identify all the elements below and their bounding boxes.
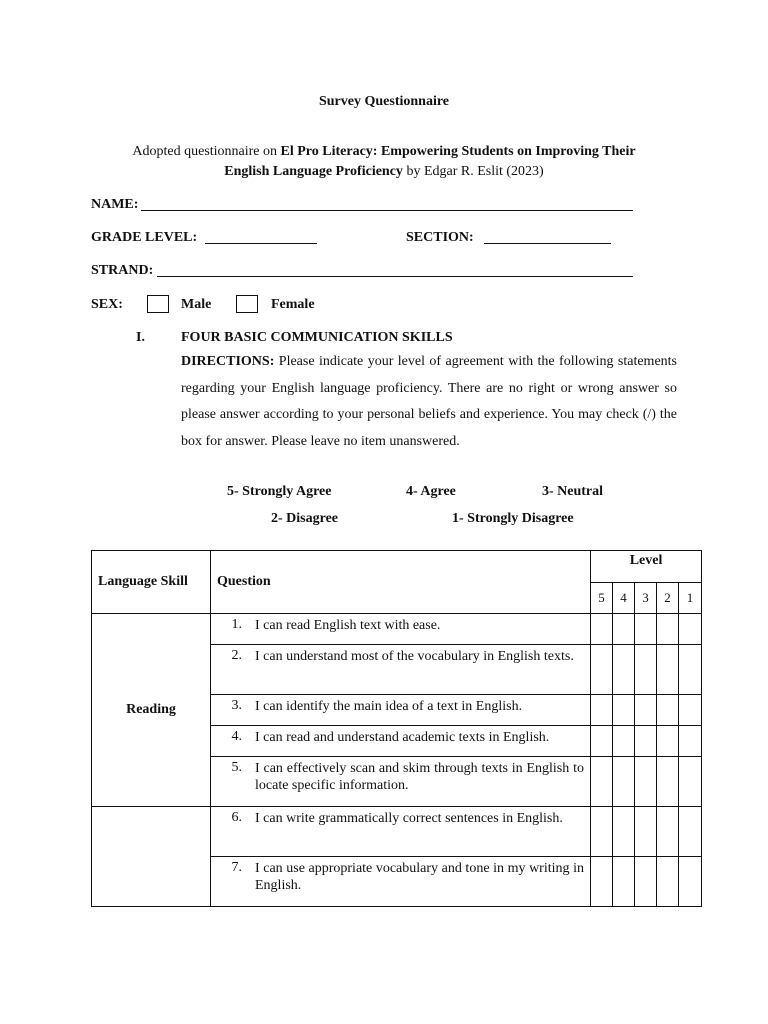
adopted-prefix: Adopted questionnaire on bbox=[132, 144, 281, 159]
work-title-line2: English Language Proficiency bbox=[224, 164, 403, 179]
level-4-header: 4 bbox=[613, 583, 635, 614]
scale-5: 5- Strongly Agree bbox=[227, 484, 332, 499]
section-title: FOUR BASIC COMMUNICATION SKILLS bbox=[181, 330, 453, 345]
question-number: 1. bbox=[231, 617, 242, 632]
question-text: I can use appropriate vocabulary and tone in my writing in English. bbox=[255, 861, 584, 893]
question-text: I can read and understand academic texts in English. bbox=[255, 730, 550, 745]
answer-cell-1[interactable] bbox=[679, 695, 702, 726]
header-language-skill: Language Skill bbox=[92, 551, 211, 614]
section-number: I. bbox=[136, 330, 145, 345]
answer-cell-4[interactable] bbox=[613, 695, 635, 726]
question-text: I can write grammatically correct sentences in English. bbox=[255, 811, 563, 826]
scale-1: 1- Strongly Disagree bbox=[452, 511, 574, 526]
answer-cell-2[interactable] bbox=[657, 757, 679, 807]
name-field[interactable] bbox=[141, 210, 633, 211]
name-label: NAME: bbox=[91, 197, 139, 212]
document-title: Survey Questionnaire bbox=[318, 94, 450, 109]
answer-cell-5[interactable] bbox=[591, 695, 613, 726]
level-1-header: 1 bbox=[679, 583, 702, 614]
adopted-source bbox=[100, 142, 668, 182]
table-row bbox=[92, 614, 702, 645]
answer-cell-2[interactable] bbox=[657, 726, 679, 757]
work-title-line1: El Pro Literacy: Empowering Students on Improving Their bbox=[280, 144, 636, 159]
question-cell bbox=[211, 645, 591, 695]
table-row bbox=[92, 807, 702, 857]
question-number: 5. bbox=[231, 760, 242, 775]
female-checkbox[interactable] bbox=[236, 295, 258, 313]
answer-cell-4[interactable] bbox=[613, 726, 635, 757]
question-cell bbox=[211, 757, 591, 807]
question-number: 6. bbox=[231, 810, 242, 825]
answer-cell-3[interactable] bbox=[635, 757, 657, 807]
male-checkbox[interactable] bbox=[147, 295, 169, 313]
female-label: Female bbox=[271, 297, 315, 312]
survey-table bbox=[91, 550, 702, 907]
answer-cell-5[interactable] bbox=[591, 614, 613, 645]
sex-label: SEX: bbox=[91, 297, 123, 312]
strand-field[interactable] bbox=[157, 276, 633, 277]
male-label: Male bbox=[181, 297, 212, 312]
directions-text: Please indicate your level of agreement with the following statements regarding your English language proficiency. There are no right or wrong answer so please answer according to your personal beliefs and experience. You may check (/) the box for answer. Please leave no item unanswered. bbox=[181, 354, 677, 449]
answer-cell-4[interactable] bbox=[613, 645, 635, 695]
answer-cell-1[interactable] bbox=[679, 757, 702, 807]
answer-cell-3[interactable] bbox=[635, 857, 657, 907]
question-number: 3. bbox=[231, 698, 242, 713]
section-field[interactable] bbox=[484, 243, 611, 244]
scale-4: 4- Agree bbox=[406, 484, 456, 499]
answer-cell-1[interactable] bbox=[679, 807, 702, 857]
answer-cell-4[interactable] bbox=[613, 757, 635, 807]
answer-cell-4[interactable] bbox=[613, 807, 635, 857]
question-text: I can read English text with ease. bbox=[255, 618, 441, 633]
question-cell bbox=[211, 807, 591, 857]
answer-cell-3[interactable] bbox=[635, 807, 657, 857]
header-level: Level bbox=[591, 551, 702, 583]
question-cell bbox=[211, 857, 591, 907]
answer-cell-5[interactable] bbox=[591, 726, 613, 757]
answer-cell-1[interactable] bbox=[679, 645, 702, 695]
answer-cell-5[interactable] bbox=[591, 857, 613, 907]
question-number: 4. bbox=[231, 729, 242, 744]
question-text: I can effectively scan and skim through texts in English to locate specific information. bbox=[255, 761, 584, 793]
answer-cell-4[interactable] bbox=[613, 857, 635, 907]
strand-label: STRAND: bbox=[91, 263, 154, 278]
answer-cell-1[interactable] bbox=[679, 857, 702, 907]
answer-cell-3[interactable] bbox=[635, 645, 657, 695]
scale-3: 3- Neutral bbox=[542, 484, 604, 499]
level-5-header: 5 bbox=[591, 583, 613, 614]
question-cell bbox=[211, 614, 591, 645]
scale-2: 2- Disagree bbox=[271, 511, 338, 526]
question-text: I can understand most of the vocabulary in English texts. bbox=[255, 649, 574, 664]
question-cell bbox=[211, 695, 591, 726]
answer-cell-4[interactable] bbox=[613, 614, 635, 645]
level-3-header: 3 bbox=[635, 583, 657, 614]
skill-writing-group bbox=[92, 807, 211, 907]
answer-cell-3[interactable] bbox=[635, 614, 657, 645]
answer-cell-5[interactable] bbox=[591, 645, 613, 695]
question-number: 2. bbox=[231, 648, 242, 663]
answer-cell-5[interactable] bbox=[591, 807, 613, 857]
header-question: Question bbox=[211, 551, 591, 614]
grade-level-label: GRADE LEVEL: bbox=[91, 230, 198, 245]
answer-cell-2[interactable] bbox=[657, 857, 679, 907]
answer-cell-2[interactable] bbox=[657, 614, 679, 645]
section-label: SECTION: bbox=[406, 230, 474, 245]
answer-cell-3[interactable] bbox=[635, 726, 657, 757]
answer-cell-2[interactable] bbox=[657, 695, 679, 726]
answer-cell-5[interactable] bbox=[591, 757, 613, 807]
adopted-suffix: by Edgar R. Eslit (2023) bbox=[402, 164, 544, 179]
answer-cell-2[interactable] bbox=[657, 645, 679, 695]
question-text: I can identify the main idea of a text in English. bbox=[255, 699, 523, 714]
answer-cell-2[interactable] bbox=[657, 807, 679, 857]
question-cell bbox=[211, 726, 591, 757]
directions-label: DIRECTIONS: bbox=[181, 354, 275, 369]
answer-cell-1[interactable] bbox=[679, 726, 702, 757]
skill-reading: Reading bbox=[92, 614, 211, 807]
directions bbox=[181, 349, 677, 455]
question-number: 7. bbox=[231, 860, 242, 875]
answer-cell-3[interactable] bbox=[635, 695, 657, 726]
level-2-header: 2 bbox=[657, 583, 679, 614]
answer-cell-1[interactable] bbox=[679, 614, 702, 645]
grade-level-field[interactable] bbox=[205, 243, 317, 244]
